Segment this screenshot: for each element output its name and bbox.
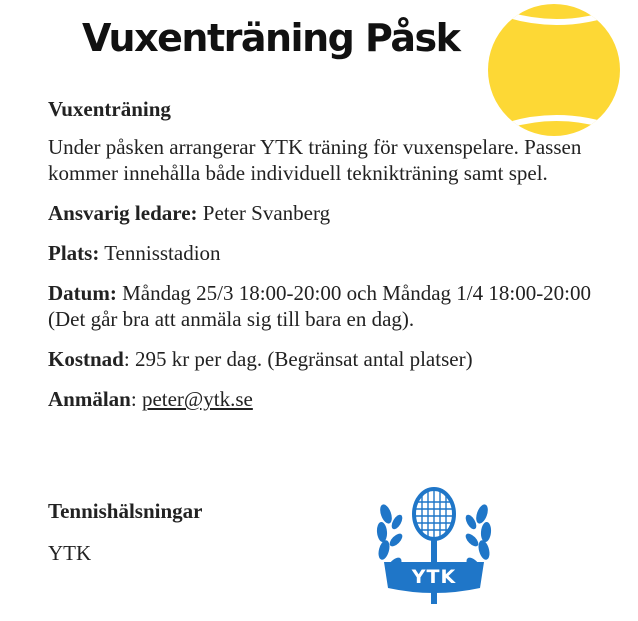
- cost-value: : 295 kr per dag. (Begränsat antal platser): [123, 347, 473, 371]
- place-line: [48, 240, 608, 266]
- leader-line: [48, 200, 608, 226]
- section-heading: Vuxenträning: [48, 97, 171, 121]
- footer-signoff: [48, 498, 202, 582]
- cost-label: Kostnad: [48, 347, 124, 371]
- event-content: [48, 96, 608, 426]
- signup-label: Anmälan: [48, 387, 131, 411]
- ytk-club-logo: [372, 484, 496, 606]
- leader-label: Ansvarig ledare:: [48, 201, 198, 225]
- signup-separator: :: [130, 387, 142, 411]
- signature: YTK: [48, 541, 92, 565]
- page-title: Vuxenträning Påsk: [82, 16, 460, 60]
- cost-line: [48, 346, 608, 372]
- place-label: Plats:: [48, 241, 100, 265]
- signup-line: [48, 386, 608, 412]
- intro-paragraph: Under påsken arrangerar YTK träning för vuxenspelare. Passen kommer innehålla både individuell teknikträning samt spel.: [48, 135, 582, 185]
- date-value: Måndag 25/3 18:00-20:00 och Måndag 1/4 18:00-20:00 (Det går bra att anmäla sig till bara en dag).: [48, 281, 592, 331]
- leader-value: Peter Svanberg: [197, 201, 331, 225]
- place-value: Tennisstadion: [99, 241, 221, 265]
- date-label: Datum:: [48, 281, 117, 305]
- greeting: Tennishälsningar: [48, 499, 203, 523]
- signup-email-link[interactable]: peter@ytk.se: [141, 387, 253, 411]
- logo-text: YTK: [411, 566, 457, 588]
- date-line: [48, 280, 608, 332]
